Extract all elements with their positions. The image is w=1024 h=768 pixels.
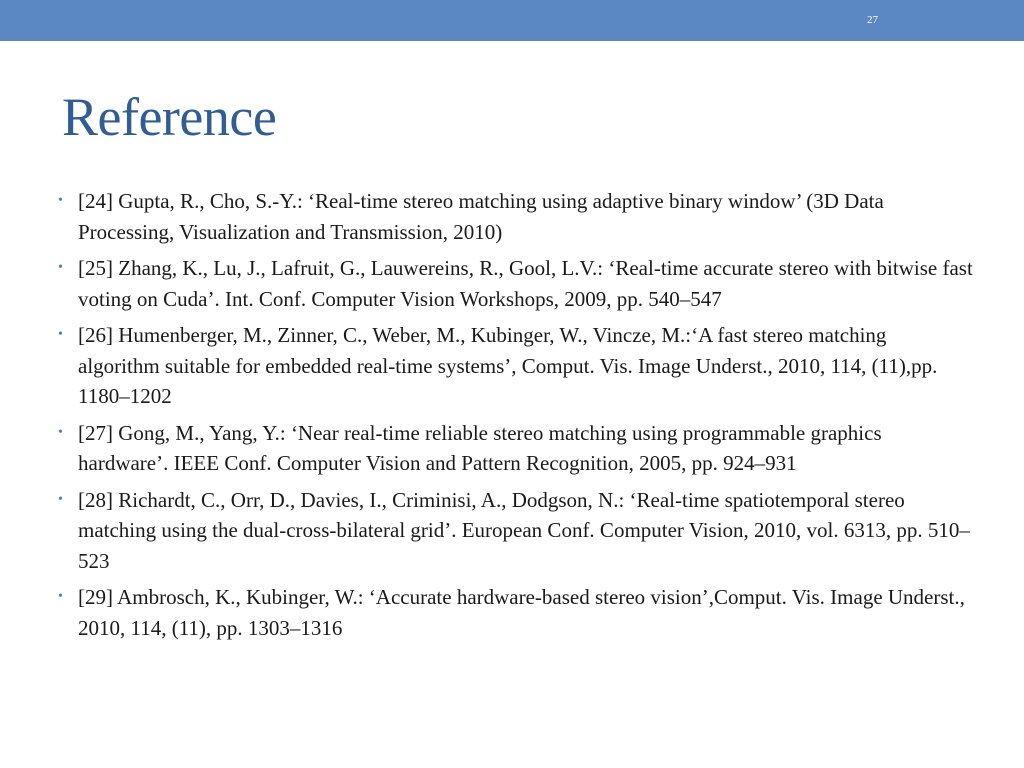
bullet-icon: • [58, 424, 63, 440]
reference-item [58, 253, 973, 314]
reference-item [58, 186, 973, 247]
reference-text: [28] Richardt, C., Orr, D., Davies, I., Criminisi, A., Dodgson, N.: ‘Real-time spatiotemporal stereo matching using the dual-cross-bilateral grid’. European Conf. Computer Vision, 2010, vol. 6313, pp. 510–523 [78, 487, 970, 573]
reference-text: [25] Zhang, K., Lu, J., Lafruit, G., Lauwereins, R., Gool, L.V.: ‘Real-time accurate stereo with bitwise fast voting on Cuda’. Int. Conf. Computer Vision Workshops, 2009, pp. 540–547 [78, 256, 973, 311]
reference-text: [26] Humenberger, M., Zinner, C., Weber, M., Kubinger, W., Vincze, M.:‘A fast stereo matching algorithm suitable for embedded real-time systems’, Comput. Vis. Image Underst., 2010, 114, (11),pp. 1180–1202 [78, 323, 938, 408]
reference-text: [24] Gupta, R., Cho, S.-Y.: ‘Real-time stereo matching using adaptive binary window’ (3D Data Processing, Visualization and Transmission, 2010) [78, 189, 884, 244]
reference-text: [29] Ambrosch, K., Kubinger, W.: ‘Accurate hardware-based stereo vision’,Comput. Vis. Image Underst., 2010, 114, (11), pp. 1303–1316 [78, 585, 965, 640]
reference-item [58, 582, 973, 643]
reference-item [58, 320, 973, 412]
bullet-icon: • [58, 193, 63, 208]
reference-text: [27] Gong, M., Yang, Y.: ‘Near real-time reliable stereo matching using programmable graphics hardware’. IEEE Conf. Computer Vision and Pattern Recognition, 2005, pp. 924–931 [78, 420, 882, 475]
bullet-icon: • [58, 260, 63, 275]
slide-number: 27 [867, 14, 878, 26]
slide-title: Reference [62, 87, 277, 147]
bullet-icon: • [58, 589, 63, 604]
reference-item [58, 485, 973, 577]
bullet-icon: • [58, 491, 63, 507]
bullet-icon: • [58, 327, 63, 342]
header-bar [0, 0, 1024, 41]
reference-list [58, 186, 973, 649]
reference-item [58, 418, 973, 479]
